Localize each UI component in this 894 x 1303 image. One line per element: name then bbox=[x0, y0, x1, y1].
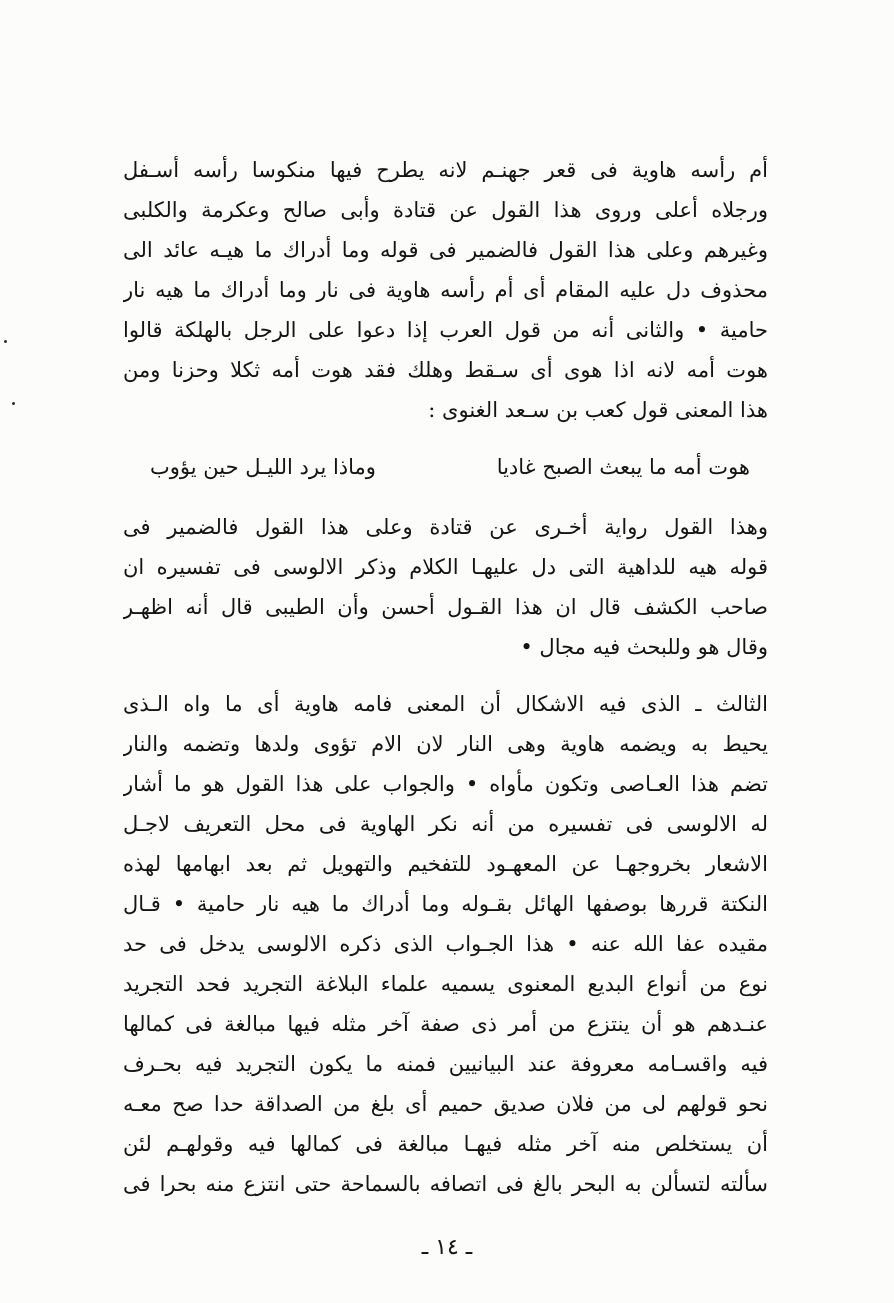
text-line: الثالث ـ الذى فيه الاشكال أن المعنى فامه هاوية أى ما واه الـذى bbox=[123, 692, 768, 716]
text-line: حامية • والثانى أنه من قول العرب إذا دعوا على الرجل بالهلكة قالوا bbox=[123, 318, 768, 342]
poetry-verse bbox=[150, 447, 750, 487]
page-number: ـ ١٤ ـ bbox=[421, 1235, 473, 1260]
verse-first-hemistich: هوت أمه ما يبعث الصبح غاديا bbox=[496, 455, 750, 479]
scan-speck bbox=[12, 402, 15, 405]
text-line: مقيده عفا الله عنه • هذا الجـواب الذى ذكره الالوسى يدخل فى حد bbox=[123, 932, 768, 956]
scan-speck bbox=[4, 340, 7, 343]
text-line: عنـدهم هو أن ينتزع من أمر ذى صفة آخر مثله فيها مبالغة فى كمالها bbox=[123, 1012, 768, 1036]
text-line: تضم هذا العـاصى وتكون مأواه • والجواب على هذا القول هو ما أشار bbox=[123, 772, 768, 796]
text-line: ورجلاه أعلى وروى هذا القول عن قتادة وأبى صالح وعكرمة والكلبى bbox=[123, 198, 768, 222]
paragraph-2 bbox=[123, 507, 768, 667]
text-line: النكتة قررها بوصفها الهائل بقـوله وما أدراك ما هيه نار حامية • قـال bbox=[123, 892, 768, 916]
text-line: فيه واقسـامه معروفة عند البيانيين فمنه ما يكون التجريد فيه بحـرف bbox=[123, 1052, 768, 1076]
paragraph-1 bbox=[123, 150, 768, 430]
text-line: أم رأسه هاوية فى قعر جهنـم لانه يطرح فيها منكوسا رأسه أسـفل bbox=[123, 158, 768, 182]
text-line: وقال هو وللبحث فيه مجال • bbox=[520, 635, 768, 659]
text-line: الاشعار بخروجهـا عن المعهـود للتفخيم والتهويل ثم بعد ابهامها لهذه bbox=[123, 852, 768, 876]
text-line: وغيرهم وعلى هذا القول فالضمير فى قوله وما أدراك ما هيـه عائد الى bbox=[123, 238, 768, 262]
paragraph-3 bbox=[123, 684, 768, 1204]
text-line: له الالوسى فى تفسيره من أنه نكر الهاوية فى محل التعريف لاجـل bbox=[123, 812, 768, 836]
text-line: قوله هيه للداهية التى دل عليهـا الكلام وذكر الالوسى فى تفسيره ان bbox=[123, 555, 768, 579]
text-line: يحيط به ويضمه هاوية وهى النار لان الام تؤوى ولدها وتضمه والنار bbox=[123, 732, 768, 756]
text-line: هذا المعنى قول كعب بن سـعد الغنوى : bbox=[428, 398, 768, 422]
text-line: وهذا القول رواية أخـرى عن قتادة وعلى هذا القول فالضمير فى bbox=[123, 515, 768, 539]
text-line: أن يستخلص منه آخر مثله فيهـا مبالغة فى كمالها فيه وقولهـم لئن bbox=[123, 1132, 768, 1156]
text-line: محذوف دل عليه المقام أى أم رأسه هاوية فى نار وما أدراك ما هيه نار bbox=[123, 278, 768, 302]
text-line: صاحب الكشف قال ان هذا القـول أحسن وأن الطيبى قال أنه اظهـر bbox=[123, 595, 768, 619]
text-line: سألته لتسألن به البحر بالغ فى اتصافه بالسماحة حتى انتزع منه بحرا فى bbox=[123, 1172, 768, 1196]
text-line: هوت أمه لانه اذا هوى أى سـقط وهلك فقد هوت أمه ثكلا وحزنا ومن bbox=[123, 358, 768, 382]
verse-second-hemistich: وماذا يرد الليـل حين يؤوب bbox=[150, 455, 376, 479]
text-line: نوع من أنواع البديع المعنوى يسميه علماء البلاغة التجريد فحد التجريد bbox=[123, 972, 768, 996]
text-line: نحو قولهم لى من فلان صديق حميم أى بلغ من الصداقة حدا صح معـه bbox=[123, 1092, 768, 1116]
